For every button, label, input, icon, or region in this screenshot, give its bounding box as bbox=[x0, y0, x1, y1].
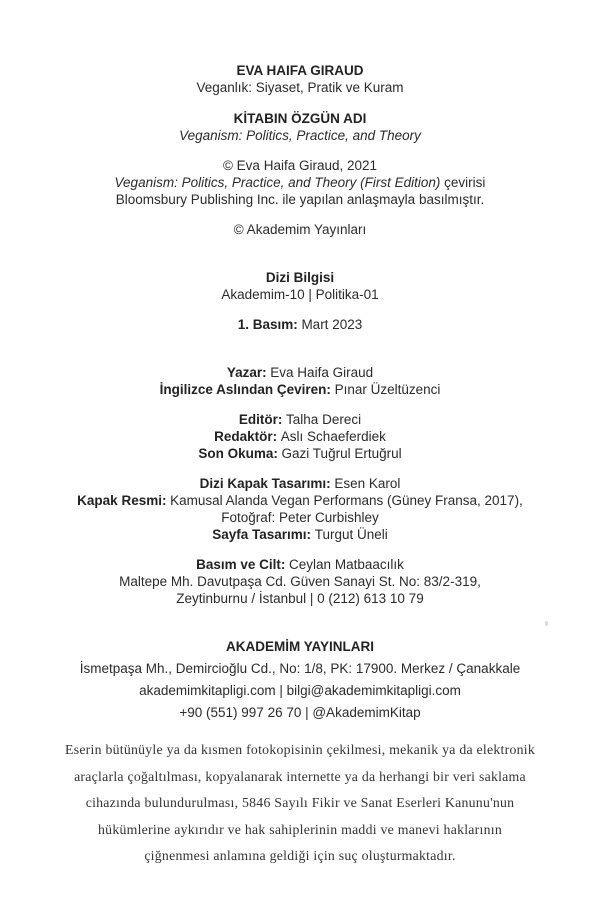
credit-layout-label: Sayfa Tasarımı: bbox=[212, 527, 312, 542]
book-header bbox=[0, 62, 600, 96]
publisher-name: AKADEMİM YAYINLARI bbox=[225, 639, 375, 654]
agreement-line: Bloomsbury Publishing Inc. ile yapılan anlaşmayla basılmıştır. bbox=[115, 192, 485, 207]
publisher-section bbox=[0, 638, 600, 724]
credit-series-cover bbox=[0, 475, 600, 492]
edition-value: Mart 2023 bbox=[301, 317, 363, 332]
book-title-turkish: Veganlık: Siyaset, Pratik ve Kuram bbox=[196, 80, 404, 95]
scan-artifact bbox=[545, 621, 548, 626]
credit-redactor bbox=[0, 428, 600, 445]
original-title: Veganism: Politics, Practice, and Theory bbox=[179, 128, 421, 143]
credit-print-label: Basım ve Cilt: bbox=[196, 557, 286, 572]
editorial-section bbox=[0, 411, 600, 462]
copyright-author-line: © Eva Haifa Giraud, 2021 bbox=[222, 158, 378, 173]
publisher-web-email: akademimkitapligi.com | bilgi@akademimkitapligi.com bbox=[139, 683, 461, 698]
credit-editor bbox=[0, 411, 600, 428]
credit-series-cover-label: Dizi Kapak Tasarımı: bbox=[199, 476, 331, 491]
credit-layout-value: Turgut Üneli bbox=[314, 527, 388, 542]
credit-print-value: Ceylan Matbaacılık bbox=[289, 557, 404, 572]
credit-redactor-label: Redaktör: bbox=[214, 429, 278, 444]
credit-proofreader bbox=[0, 445, 600, 462]
legal-line-2: araçlarla çoğaltılması, kopyalanarak internette ya da herhangi bir veri saklama bbox=[74, 768, 526, 784]
legal-line-1: Eserin bütünüyle ya da kısmen fotokopisinin çekilmesi, mekanik ya da elektronik bbox=[65, 742, 535, 757]
credit-proofreader-value: Gazi Tuğrul Ertuğrul bbox=[281, 446, 402, 461]
author-translator-section bbox=[0, 364, 600, 398]
legal-notice bbox=[0, 737, 600, 870]
original-title-heading: KİTABIN ÖZGÜN ADI bbox=[233, 111, 367, 126]
print-address-line2: Zeytinburnu / İstanbul | 0 (212) 613 10 79 bbox=[176, 591, 424, 606]
credit-author bbox=[0, 364, 600, 381]
credit-series-cover-value: Esen Karol bbox=[334, 476, 401, 491]
publisher-contact bbox=[0, 658, 600, 724]
series-heading: Dizi Bilgisi bbox=[265, 270, 335, 285]
series-info: Akademim-10 | Politika-01 bbox=[221, 287, 379, 302]
credit-author-label: Yazar: bbox=[226, 365, 267, 380]
credit-author-value: Eva Haifa Giraud bbox=[270, 365, 374, 380]
copyright-publisher-line: © Akademim Yayınları bbox=[233, 222, 367, 237]
translation-suffix: çevirisi bbox=[440, 175, 486, 190]
printing-section bbox=[0, 556, 600, 607]
publisher-copyright-section bbox=[0, 221, 600, 238]
credit-cover-image-label: Kapak Resmi: bbox=[77, 493, 167, 508]
credit-print bbox=[0, 556, 600, 573]
credit-editor-value: Talha Dereci bbox=[286, 412, 362, 427]
legal-line-5: çiğnenmesi anlamına geldiği için suç oluşturmaktadır. bbox=[144, 848, 456, 863]
translation-notice-line bbox=[0, 174, 600, 191]
design-section bbox=[0, 475, 600, 543]
print-address-line1: Maltepe Mh. Davutpaşa Cd. Güven Sanayi St. No: 83/2-319, bbox=[119, 574, 481, 589]
credit-redactor-value: Aslı Schaeferdiek bbox=[280, 429, 386, 444]
edition-line bbox=[0, 316, 600, 333]
legal-line-4: hükümlerine aykırıdır ve hak sahiplerinin maddi ve manevi haklarının bbox=[98, 821, 502, 837]
publisher-address: İsmetpaşa Mh., Demircioğlu Cd., No: 1/8, PK: 17900. Merkez / Çanakkale bbox=[79, 661, 521, 676]
translation-title: Veganism: Politics, Practice, and Theory (First Edition) bbox=[114, 175, 441, 190]
publisher-phone-social: +90 (551) 997 26 70 | @AkademimKitap bbox=[179, 705, 421, 720]
legal-line-3: cihazında bulundurulması, 5846 Sayılı Fikir ve Sanat Eserleri Kanunu'nun bbox=[85, 795, 515, 810]
credit-layout bbox=[0, 526, 600, 543]
original-title-section bbox=[0, 110, 600, 144]
series-section bbox=[0, 269, 600, 303]
credit-translator-label: İngilizce Aslından Çeviren: bbox=[159, 382, 331, 397]
copyright-section bbox=[0, 157, 600, 208]
credit-editor-label: Editör: bbox=[238, 412, 283, 427]
credit-translator-value: Pınar Üzeltüzenci bbox=[334, 382, 441, 397]
credit-proofreader-label: Son Okuma: bbox=[198, 446, 278, 461]
author-name: EVA HAIFA GIRAUD bbox=[236, 63, 364, 78]
edition-label: 1. Basım: bbox=[237, 317, 298, 332]
edition-section bbox=[0, 316, 600, 333]
credit-translator bbox=[0, 381, 600, 398]
credit-cover-image-value: Kamusal Alanda Vegan Performans (Güney Fransa, 2017), bbox=[170, 493, 523, 508]
credit-cover-photo: Fotoğraf: Peter Curbishley bbox=[221, 510, 379, 525]
credit-cover-image bbox=[0, 492, 600, 509]
